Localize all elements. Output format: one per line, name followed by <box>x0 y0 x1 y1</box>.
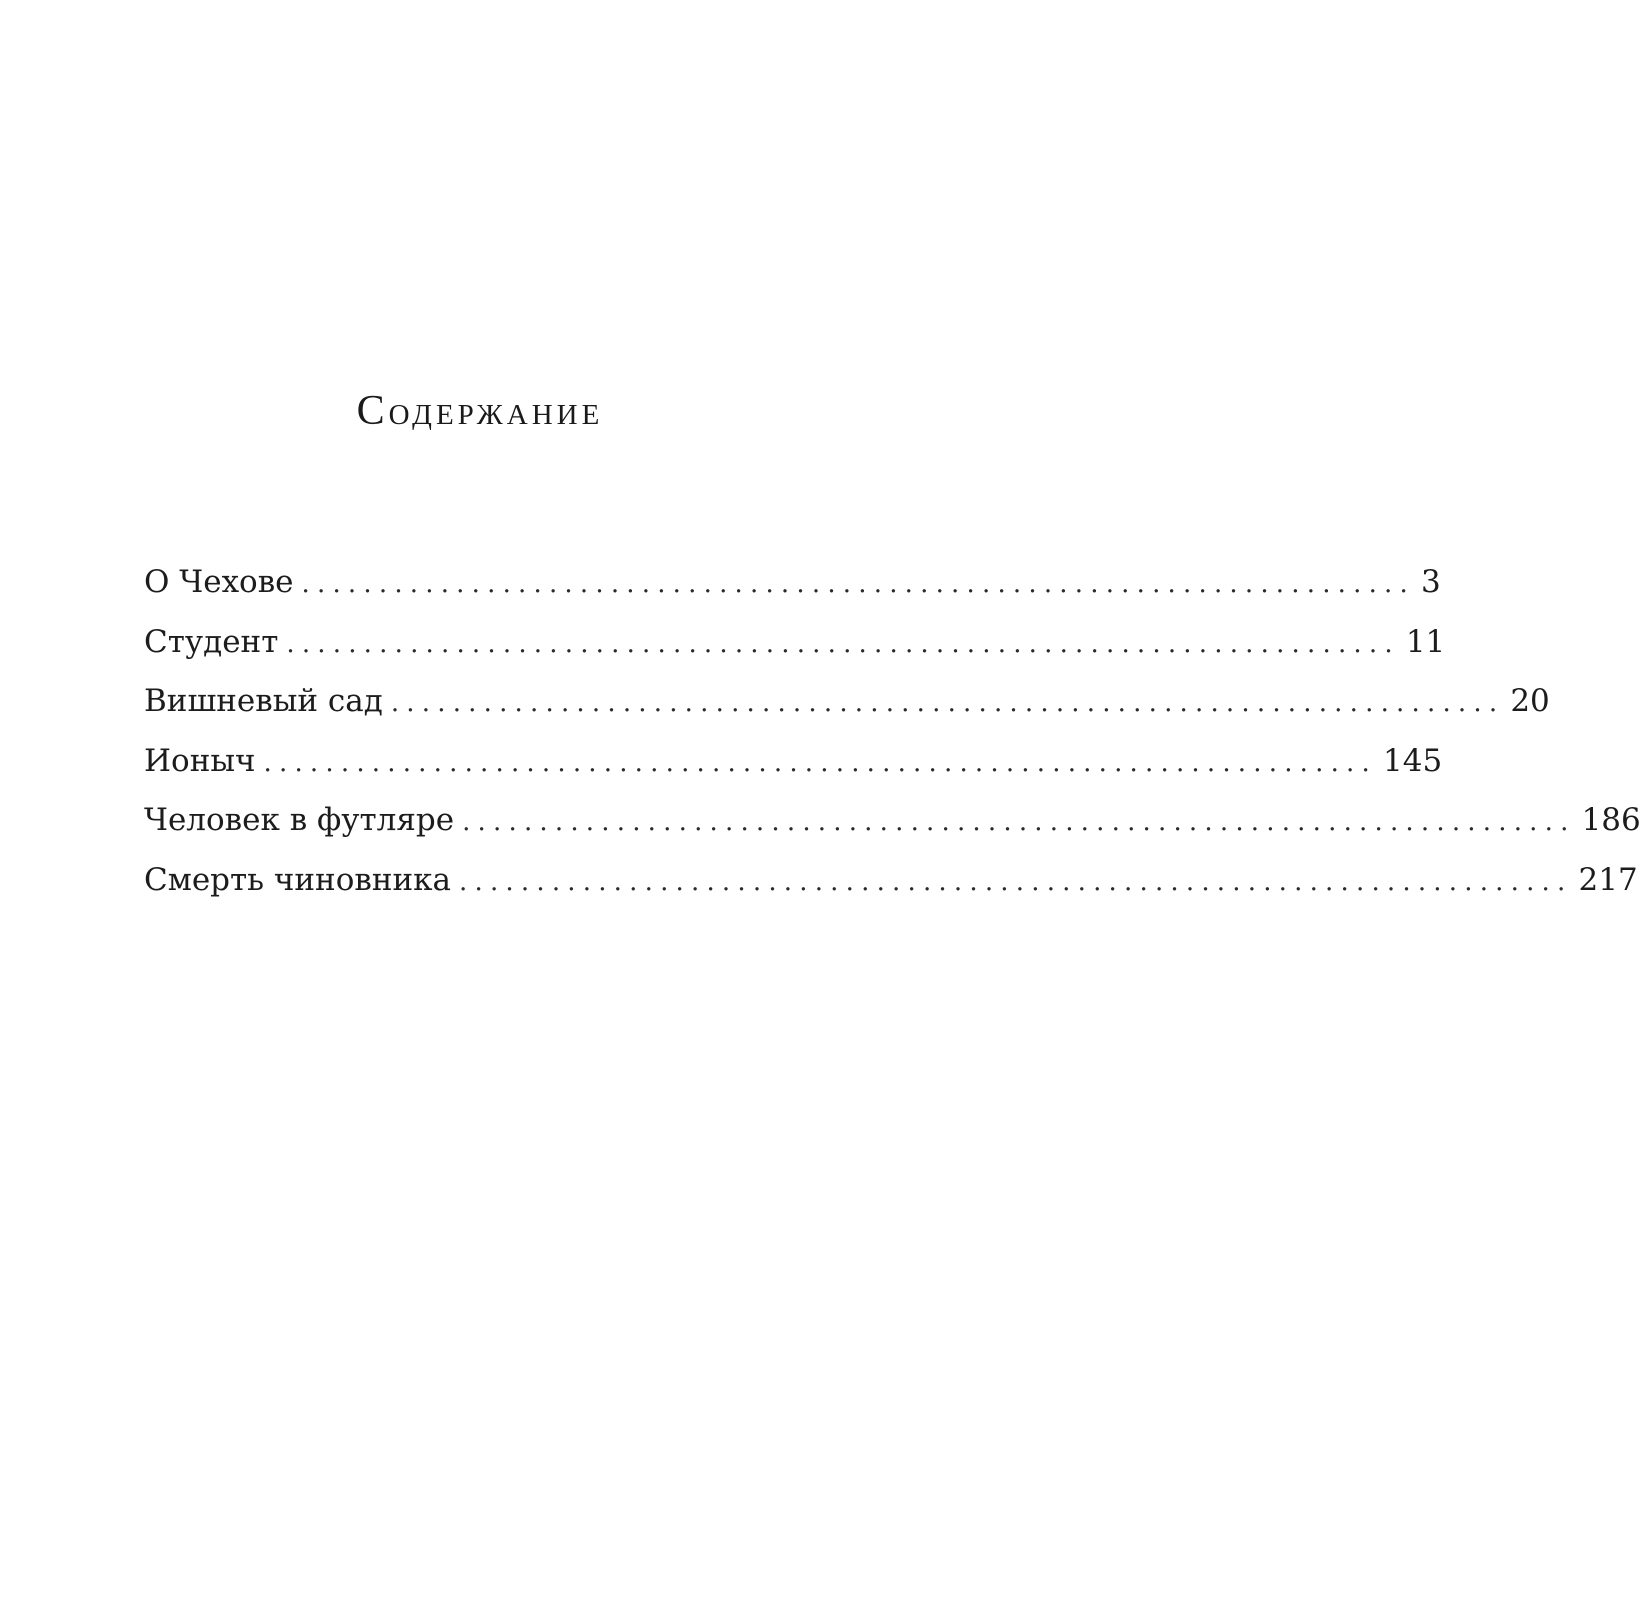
toc-entry <box>144 622 1446 682</box>
toc-entry <box>144 741 1443 801</box>
toc-page-number: 145 <box>1383 742 1443 779</box>
toc-page-number: 3 <box>1421 564 1441 600</box>
toc-entry-title: Человек в футляре <box>144 802 455 838</box>
toc-page-number: 186 <box>1581 802 1641 838</box>
toc-page-number: 11 <box>1405 623 1446 660</box>
toc-entry-title: Студент <box>144 623 279 660</box>
dot-leader: ........................................................................ <box>263 747 1377 778</box>
page-title: Содержание <box>356 388 604 434</box>
toc-page-number: 20 <box>1510 683 1550 719</box>
toc-entry <box>144 681 1550 741</box>
dot-leader: ........................................................................ <box>286 628 1400 659</box>
toc-entry <box>144 860 1638 920</box>
dot-leader: ........................................................................ <box>390 688 1505 718</box>
toc-entry <box>144 800 1641 860</box>
dot-leader: ........................................................................ <box>459 866 1573 897</box>
toc-entry-title: Смерть чиновника <box>144 861 452 898</box>
toc-entry-title: Вишневый сад <box>144 683 383 719</box>
toc-entry-title: О Чехове <box>144 564 294 600</box>
toc-entry-title: Ионыч <box>144 742 256 779</box>
toc-entry <box>144 562 1441 622</box>
dot-leader: ........................................................................ <box>462 807 1576 837</box>
dot-leader: ........................................................................ <box>301 569 1415 599</box>
toc-page-number: 217 <box>1578 861 1638 898</box>
table-of-contents <box>144 562 1641 919</box>
